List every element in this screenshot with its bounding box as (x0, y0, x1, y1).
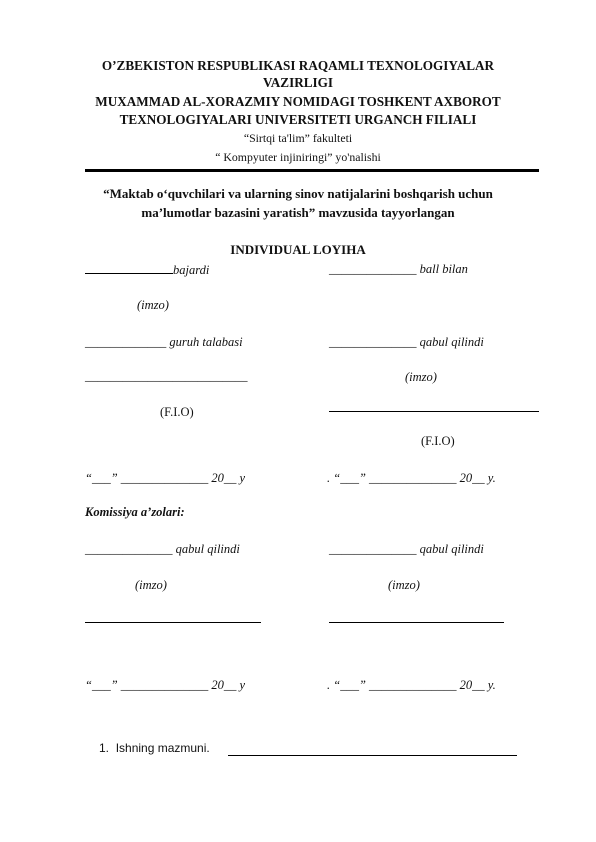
left-date-line: “___” ______________ 20__ y (85, 471, 246, 485)
commission-right-qabul: ______________ qabul qilindi (329, 542, 484, 556)
right-imzo-label: (imzo) (405, 370, 437, 384)
ministry-line-1: O’ZBEKISTON RESPUBLIKASI RAQAMLI TEXNOLOGIYALAR (101, 58, 495, 73)
content-list-item (99, 741, 210, 755)
ball-bilan-label: ______________ ball bilan (329, 262, 468, 276)
teacher-name-line (329, 411, 539, 412)
right-fio-label: (F.I.O) (421, 434, 455, 448)
bajardi-label: bajardi (173, 263, 210, 277)
list-number: 1. (99, 741, 110, 755)
commission-left-qabul: ______________ qabul qilindi (85, 542, 240, 556)
ministry-line-2: VAZIRLIGI (262, 75, 334, 90)
header-divider (85, 169, 539, 172)
university-line-1: MUXAMMAD AL-XORAZMIY NOMIDAGI TOSHKENT AXBOROT (95, 94, 501, 109)
left-fio-label: (F.I.O) (160, 405, 194, 419)
topic-line-2: ma’lumotlar bazasini yaratish” mavzusida tayyorlangan (141, 205, 455, 220)
commission-title: Komissiya a’zolari: (85, 505, 185, 519)
bajardi-field (85, 261, 209, 278)
topic-line-1: “Maktab o‘quvchilari va ularning sinov natijalarini boshqarish uchun (103, 186, 493, 201)
right-qabul-label: ______________ qabul qilindi (329, 335, 484, 349)
direction-name: “ Kompyuter injiniringi” yo'nalishi (215, 150, 381, 164)
group-student-label: _____________ guruh talabasi (85, 335, 243, 349)
faculty-name: “Sirtqi ta'lim” fakulteti (243, 131, 353, 145)
university-line-2: TEXNOLOGIYALARI UNIVERSITETI URGANCH FILIALI (119, 112, 477, 127)
left-imzo-label: (imzo) (137, 298, 169, 312)
right-date-line: . “___” ______________ 20__ y. (327, 471, 496, 485)
signature-underline (85, 261, 173, 274)
commission-right-imzo: (imzo) (388, 578, 420, 592)
list-item-label: Ishning mazmuni. (115, 741, 210, 755)
student-name-line: __________________________ (85, 369, 248, 383)
project-title: INDIVIDUAL LOYIHA (230, 242, 366, 257)
commission-right-name-line (329, 622, 504, 623)
commission-right-date: . “___” ______________ 20__ y. (327, 678, 496, 692)
commission-left-imzo: (imzo) (135, 578, 167, 592)
commission-left-date: “___” ______________ 20__ y (85, 678, 246, 692)
content-answer-line (228, 755, 517, 756)
commission-left-name-line (85, 622, 261, 623)
